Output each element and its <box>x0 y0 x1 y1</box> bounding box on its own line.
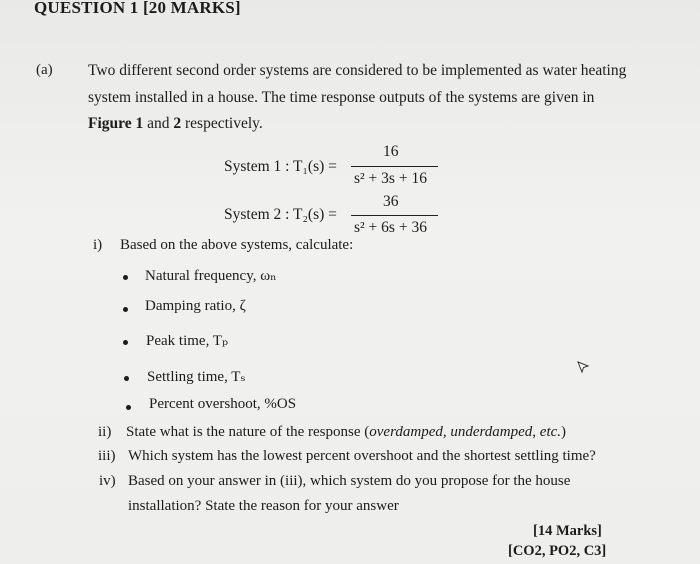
q2-text-b: ) <box>561 424 567 440</box>
bullet-peak-time: Peak time, Tₚ <box>146 333 228 349</box>
bullet-dot <box>123 307 128 312</box>
system1-denominator: s² + 3s + 16 <box>354 170 427 187</box>
marks-label: [14 Marks] <box>533 523 602 539</box>
figure-ref-2: 2 <box>173 115 182 132</box>
system1-label: System 1 : T₁(s) = <box>224 158 337 175</box>
system2-fraction-bar <box>351 215 438 216</box>
mouse-pointer-icon <box>576 360 590 374</box>
system1-numerator: 16 <box>383 143 399 160</box>
bullet-dot <box>123 340 128 345</box>
intro-line-1: Two different second order systems are considered to be implemented as water heating <box>88 62 627 79</box>
q4-text-line1: Based on your answer in (iii), which system do you propose for the house <box>128 473 571 489</box>
system2-label: System 2 : T₂(s) = <box>224 206 337 223</box>
intro-line-3-end: respectively. <box>181 115 263 132</box>
q2-number: ii) <box>98 424 112 440</box>
system2-denominator: s² + 6s + 36 <box>354 219 427 236</box>
q1-text: Based on the above systems, calculate: <box>120 237 354 253</box>
q2-text-a: State what is the nature of the response ( <box>126 424 370 440</box>
intro-line-2: system installed in a house. The time response outputs of the systems are given in <box>88 89 595 106</box>
intro-line-3 <box>88 115 263 133</box>
system1-fraction-bar <box>351 166 438 167</box>
course-outcomes: [CO2, PO2, C3] <box>508 543 607 559</box>
q1-number: i) <box>93 237 103 253</box>
q3-number: iii) <box>98 448 116 464</box>
bullet-dot <box>123 275 128 280</box>
bullet-damping-ratio: Damping ratio, ζ <box>145 298 246 314</box>
q3-text: Which system has the lowest percent overshoot and the shortest settling time? <box>128 448 596 464</box>
part-label: (a) <box>36 62 53 78</box>
q4-text-line2: installation? State the reason for your answer <box>128 498 399 514</box>
bullet-percent-overshoot: Percent overshoot, %OS <box>149 396 297 412</box>
q2-text <box>126 424 566 441</box>
bullet-dot <box>124 376 129 381</box>
bullet-dot <box>126 405 131 410</box>
system2-numerator: 36 <box>383 193 399 210</box>
intro-line-3-mid: and <box>143 115 174 132</box>
bullet-settling-time: Settling time, Tₛ <box>147 369 246 385</box>
q4-number: iv) <box>99 473 116 489</box>
bullet-natural-frequency: Natural frequency, ωₙ <box>145 268 277 284</box>
figure-ref: Figure 1 <box>88 115 144 132</box>
q2-text-italic: overdamped, underdamped, etc. <box>369 424 562 440</box>
question-header: QUESTION 1 [20 MARKS] <box>34 0 241 17</box>
